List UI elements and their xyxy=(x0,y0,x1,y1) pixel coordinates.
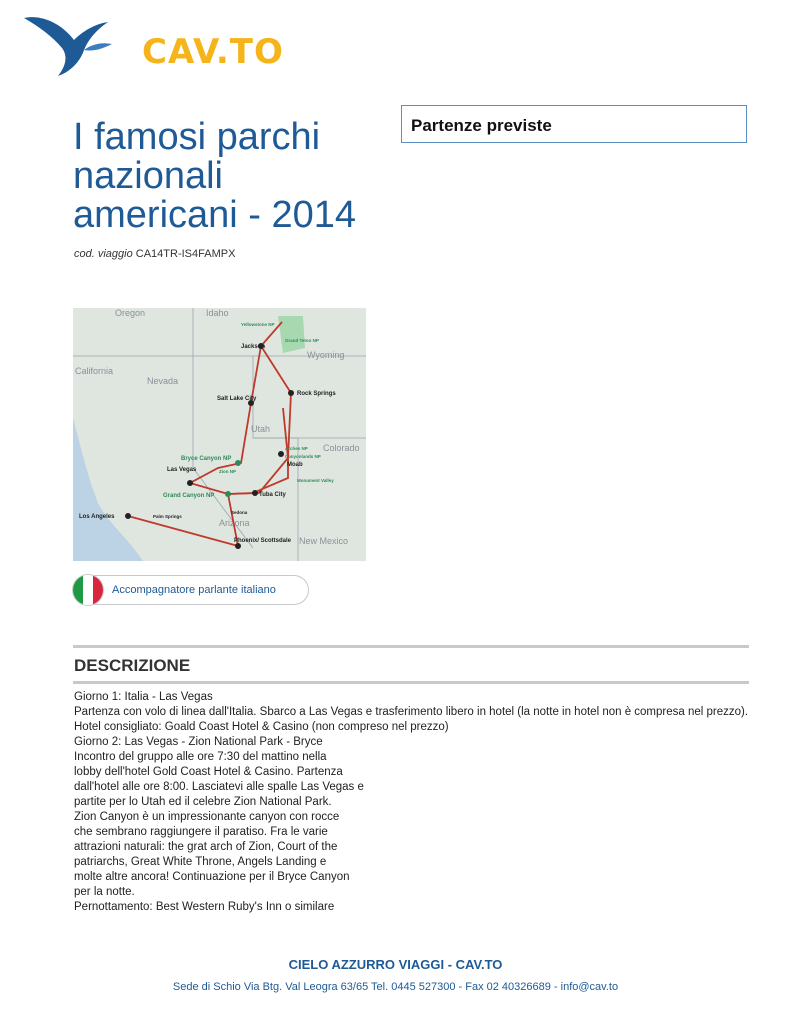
description-line: Giorno 2: Las Vegas - Zion National Park - Bryce xyxy=(74,736,323,748)
section-divider-bottom xyxy=(73,681,749,684)
stop-label: Bryce Canyon NP xyxy=(181,456,232,462)
italy-flag-icon xyxy=(73,575,103,605)
stop-label: Tuba City xyxy=(259,492,286,498)
footer-address: Sede di Schio Via Btg. Val Leogra 63/65 Tel. 0445 527300 - Fax 02 40326689 - info@cav.to xyxy=(172,981,619,993)
stop-marker xyxy=(278,451,284,457)
stop-label: Moab xyxy=(287,462,303,468)
stop-marker xyxy=(252,490,258,496)
stop-marker xyxy=(125,513,131,519)
region-label: New Mexico xyxy=(299,536,349,546)
stop-label: Los Angeles xyxy=(79,514,115,520)
stop-marker xyxy=(225,491,231,497)
region-label: Arizona xyxy=(219,518,250,528)
stop-label: Arches NP xyxy=(285,446,308,451)
region-label: Utah xyxy=(251,424,271,434)
stop-label: Salt Lake City xyxy=(217,396,257,402)
description-line: lobby dell'hotel Gold Coast Hotel & Casino. Partenza xyxy=(74,766,343,778)
brand-logo[interactable] xyxy=(22,10,284,80)
bird-logo-icon xyxy=(22,10,132,80)
description-line: che sembrano raggiungere il paratiso. Fra le varie xyxy=(74,826,328,838)
stop-label: Jackson xyxy=(241,344,266,350)
stop-label: Grand Canyon NP xyxy=(163,493,215,499)
description-line: Hotel consigliato: Goald Coast Hotel & Casino (non compreso nel prezzo) xyxy=(74,721,449,733)
region-label: Idaho xyxy=(206,308,229,318)
stop-marker xyxy=(235,460,241,466)
stop-label: Monument Valley xyxy=(297,478,334,483)
trip-code xyxy=(74,248,235,260)
footer-company: CIELO AZZURRO VIAGGI - CAV.TO xyxy=(288,957,503,972)
description-line: per la notte. xyxy=(74,886,135,898)
section-divider-top xyxy=(73,645,749,648)
description-line: Giorno 1: Italia - Las Vegas xyxy=(74,691,213,703)
stop-marker xyxy=(288,390,294,396)
italian-guide-badge[interactable] xyxy=(73,575,313,607)
stop-label: Phoenix/ Scottsdale xyxy=(234,538,292,544)
itinerary-map xyxy=(73,308,366,561)
description-line: Partenza con volo di linea dall'Italia. Sbarco a Las Vegas e trasferimento libero in hotel (la notte in hotel non è compresa nel prezzo). xyxy=(74,706,749,718)
departures-box[interactable] xyxy=(401,105,747,143)
stop-label: Zion NP xyxy=(219,469,236,474)
description-line: Incontro del gruppo alle ore 7:30 del mattino nella xyxy=(74,751,327,763)
trip-code-label: cod. viaggio xyxy=(74,248,133,260)
description-heading: DESCRIZIONE xyxy=(74,656,191,675)
description-line: Zion Canyon è un impressionante canyon con rocce xyxy=(74,811,340,823)
description-line: Pernottamento: Best Western Ruby's Inn o similare xyxy=(74,901,335,913)
description-line: molte altre ancora! Continuazione per il Bryce Canyon xyxy=(74,871,350,883)
region-label: California xyxy=(75,366,114,376)
stop-label: Las Vegas xyxy=(167,467,197,473)
page-title: I famosi parchi nazionali americani - 2014 xyxy=(73,116,357,236)
region-label: Colorado xyxy=(323,443,360,453)
description-line: dall'hotel alle ore 8:00. Lasciatevi alle spalle Las Vegas e xyxy=(74,781,364,793)
stop-label: Rock Springs xyxy=(297,391,336,397)
description-line: patriarchs, Great White Throne, Angels Landing e xyxy=(74,856,327,868)
region-label: Oregon xyxy=(115,308,146,318)
stop-label: Canyonlands NP xyxy=(285,454,321,459)
region-label: Wyoming xyxy=(307,350,345,360)
stop-marker xyxy=(187,480,193,486)
region-label: Nevada xyxy=(147,376,179,386)
stop-label: Sedona xyxy=(231,510,248,515)
description-body xyxy=(74,690,750,915)
description-line: attrazioni naturali: the grat arch of Zion, Court of the xyxy=(74,841,338,853)
description-line: partite per lo Utah ed il celebre Zion National Park. xyxy=(74,796,332,808)
guide-label: Accompagnatore parlante italiano xyxy=(112,584,276,596)
stop-label: Grand Teton NP xyxy=(285,338,319,343)
trip-code-value: CA14TR-IS4FAMPX xyxy=(135,248,236,260)
stop-label: Palm Springs xyxy=(153,514,182,519)
stop-label: Yellowstone NP xyxy=(241,322,275,327)
logo-text: CAV.TO xyxy=(142,32,284,72)
departures-label: Partenze previste xyxy=(411,116,552,135)
